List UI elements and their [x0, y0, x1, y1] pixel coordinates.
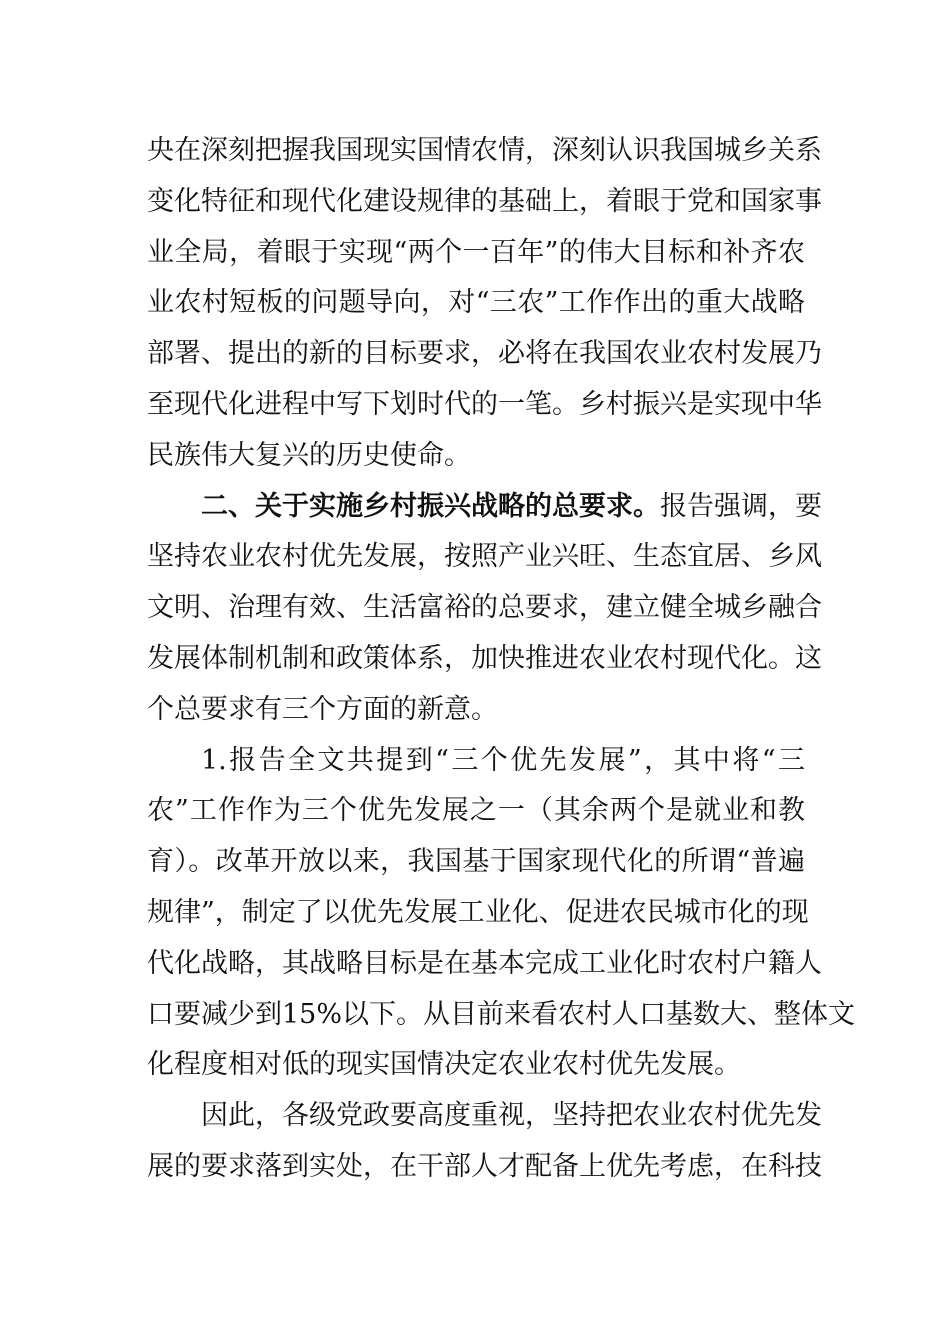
paragraph-1-line-4: 业农村短板的问题导向，对“三农”工作作出的重大战略: [147, 287, 805, 319]
paragraph-1-line-7: 民族伟大复兴的历史使命。: [147, 439, 471, 471]
paragraph-3-line-5: 代化战略，其战略目标是在基本完成工业化时农村户籍人: [147, 947, 822, 979]
section-heading: 二、关于实施乡村振兴战略的总要求。: [201, 490, 660, 522]
paragraph-1-line-6: 至现代化进程中写下划时代的一笔。乡村振兴是实现中华: [147, 388, 822, 420]
paragraph-1-line-3: 业全局，着眼于实现“两个一百年”的伟大目标和补齐农: [147, 236, 805, 268]
paragraph-1-line-1: 央在深刻把握我国现实国情农情，深刻认识我国城乡关系: [147, 135, 822, 166]
paragraph-4-line-2: 展的要求落到实处，在干部人才配备上优先考虑，在科技: [147, 1150, 822, 1182]
paragraph-2-line-1-rest: 报告强调，要: [660, 490, 822, 522]
paragraph-2-line-3: 文明、治理有效、生活富裕的总要求，建立健全城乡融合: [147, 592, 822, 624]
paragraph-1-line-5: 部署、提出的新的目标要求，必将在我国农业农村发展乃: [147, 338, 822, 370]
document-body: [147, 126, 856, 1193]
paragraph-2-line-4: 发展体制机制和政策体系，加快推进农业农村现代化。这: [147, 642, 822, 674]
paragraph-4-line-1: 因此，各级党政要高度重视，坚持把农业农村优先发: [201, 1100, 822, 1132]
paragraph-1-line-2: 变化特征和现代化建设规律的基础上，着眼于党和国家事: [147, 185, 822, 217]
paragraph-2-line-1: [147, 482, 822, 533]
paragraph-2-line-2: 坚持农业农村优先发展，按照产业兴旺、生态宜居、乡风: [147, 541, 822, 573]
paragraph-3-line-1: 1.报告全文共提到“三个优先发展”，其中将“三: [201, 744, 805, 776]
paragraph-2-line-5: 个总要求有三个方面的新意。: [147, 693, 498, 725]
paragraph-3-line-4: 规律”，制定了以优先发展工业化、促进农民城市化的现: [147, 896, 809, 928]
paragraph-3-line-6: 口要减少到15%以下。从目前来看农村人口基数大、整体文: [147, 998, 856, 1030]
paragraph-3-line-3: 育）。改革开放以来，我国基于国家现代化的所谓“普遍: [147, 846, 805, 878]
paragraph-3-line-2: 农”工作作为三个优先发展之一（其余两个是就业和教: [147, 795, 805, 827]
paragraph-3-line-7: 化程度相对低的现实国情决定农业农村优先发展。: [147, 1049, 741, 1081]
